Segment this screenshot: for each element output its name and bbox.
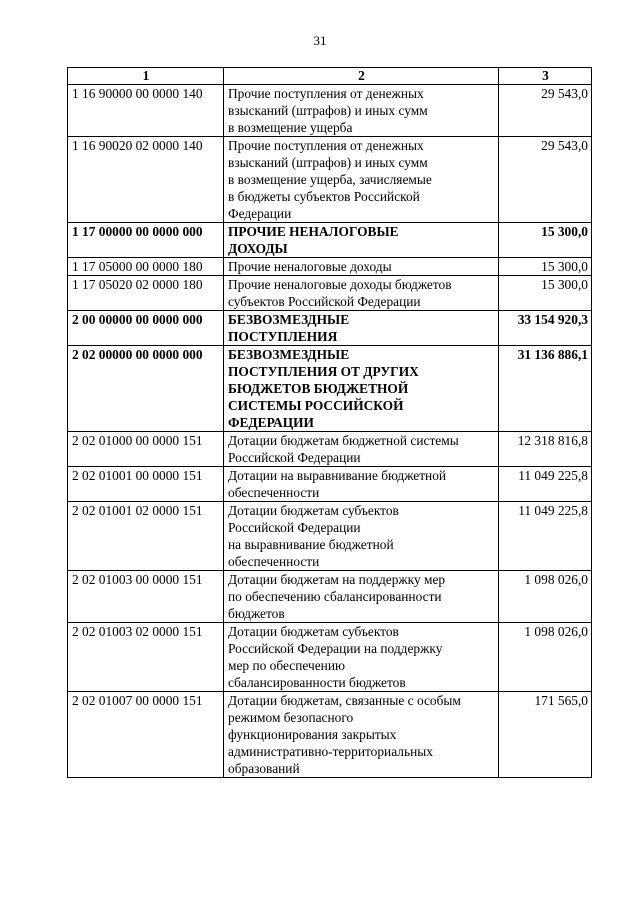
page-number: 31 <box>313 33 327 48</box>
budget-table <box>67 67 592 778</box>
table-row <box>68 223 592 258</box>
table-row <box>68 623 592 692</box>
row-code-cell: 1 17 05020 02 0000 180 <box>68 276 224 311</box>
column-header-amount: 3 <box>499 68 592 85</box>
row-amount-cell: 31 136 886,1 <box>499 346 592 432</box>
row-name-cell: Дотации бюджетам бюджетной системы Российской Федерации <box>224 432 499 467</box>
table-row <box>68 467 592 502</box>
row-name-cell: Прочие неналоговые доходы <box>224 258 499 276</box>
row-amount-cell: 15 300,0 <box>499 223 592 258</box>
row-code-cell: 2 02 01003 02 0000 151 <box>68 623 224 692</box>
row-amount-cell: 15 300,0 <box>499 258 592 276</box>
header-row <box>68 68 592 85</box>
row-amount-cell: 12 318 816,8 <box>499 432 592 467</box>
row-name-cell: Прочие поступления от денежных взысканий (штрафов) и иных сумм в возмещение ущерба, зачисляемые в бюджеты субъектов Российской Федерации <box>224 137 499 223</box>
row-code-cell: 2 02 01007 00 0000 151 <box>68 692 224 778</box>
row-amount-cell: 171 565,0 <box>499 692 592 778</box>
row-name-cell: Дотации на выравнивание бюджетной обеспеченности <box>224 467 499 502</box>
row-name-cell: Прочие поступления от денежных взысканий (штрафов) и иных сумм в возмещение ущерба <box>224 85 499 137</box>
row-name-cell: БЕЗВОЗМЕЗДНЫЕ ПОСТУПЛЕНИЯ <box>224 311 499 346</box>
row-code-cell: 1 16 90000 00 0000 140 <box>68 85 224 137</box>
column-header-name: 2 <box>224 68 499 85</box>
table-row <box>68 276 592 311</box>
row-name-cell: Дотации бюджетам на поддержку мер по обеспечению сбалансированности бюджетов <box>224 571 499 623</box>
row-amount-cell: 33 154 920,3 <box>499 311 592 346</box>
table-row <box>68 571 592 623</box>
row-name-cell: Прочие неналоговые доходы бюджетов субъектов Российской Федерации <box>224 276 499 311</box>
row-amount-cell: 29 543,0 <box>499 85 592 137</box>
row-amount-cell: 11 049 225,8 <box>499 502 592 571</box>
row-code-cell: 1 17 05000 00 0000 180 <box>68 258 224 276</box>
row-name-cell: Дотации бюджетам, связанные с особым режимом безопасного функционирования закрытых административно-территориальных образований <box>224 692 499 778</box>
row-name-cell: ПРОЧИЕ НЕНАЛОГОВЫЕ ДОХОДЫ <box>224 223 499 258</box>
table-row <box>68 85 592 137</box>
table-row <box>68 346 592 432</box>
table-row <box>68 258 592 276</box>
row-amount-cell: 1 098 026,0 <box>499 571 592 623</box>
table-row <box>68 432 592 467</box>
row-code-cell: 2 02 01003 00 0000 151 <box>68 571 224 623</box>
table-row <box>68 502 592 571</box>
table-header <box>68 68 592 85</box>
row-code-cell: 2 02 01001 00 0000 151 <box>68 467 224 502</box>
table-row <box>68 692 592 778</box>
row-name-cell: Дотации бюджетам субъектов Российской Федерации на поддержку мер по обеспечению сбалансированности бюджетов <box>224 623 499 692</box>
row-name-cell: БЕЗВОЗМЕЗДНЫЕ ПОСТУПЛЕНИЯ ОТ ДРУГИХ БЮДЖЕТОВ БЮДЖЕТНОЙ СИСТЕМЫ РОССИЙСКОЙ ФЕДЕРАЦИИ <box>224 346 499 432</box>
column-header-code: 1 <box>68 68 224 85</box>
table-row <box>68 137 592 223</box>
row-code-cell: 1 17 00000 00 0000 000 <box>68 223 224 258</box>
row-code-cell: 1 16 90020 02 0000 140 <box>68 137 224 223</box>
table-row <box>68 311 592 346</box>
row-amount-cell: 29 543,0 <box>499 137 592 223</box>
row-amount-cell: 15 300,0 <box>499 276 592 311</box>
row-code-cell: 2 02 01001 02 0000 151 <box>68 502 224 571</box>
row-amount-cell: 11 049 225,8 <box>499 467 592 502</box>
row-code-cell: 2 00 00000 00 0000 000 <box>68 311 224 346</box>
row-code-cell: 2 02 00000 00 0000 000 <box>68 346 224 432</box>
row-amount-cell: 1 098 026,0 <box>499 623 592 692</box>
row-code-cell: 2 02 01000 00 0000 151 <box>68 432 224 467</box>
table-body <box>68 85 592 778</box>
row-name-cell: Дотации бюджетам субъектов Российской Федерации на выравнивание бюджетной обеспеченности <box>224 502 499 571</box>
